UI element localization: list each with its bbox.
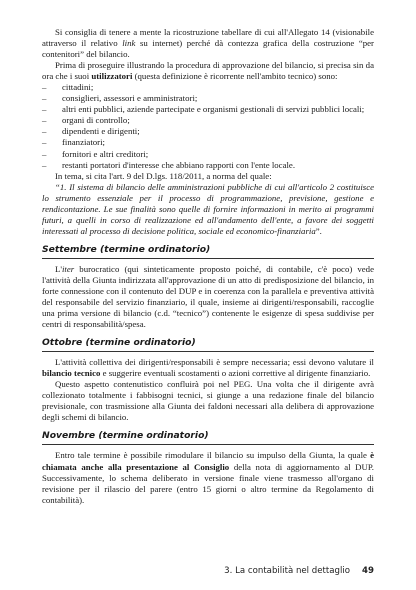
novembre-paragraph xyxy=(42,450,374,505)
list-item: – finanziatori; xyxy=(42,137,374,148)
text-run: e suggerire eventuali scostamenti o azioni correttive al dirigente finanziario. xyxy=(100,368,371,379)
italic-term: iter xyxy=(61,263,75,274)
italic-term: link xyxy=(122,38,136,49)
legal-quote xyxy=(42,182,374,237)
quote-text: “1. Il sistema di bilancio delle amministrazioni pubbliche di cui all'articolo 2 costituisce lo strumento essenziale per il processo di programmazione, previsione, gestione e rendicontazione. Le sue finalità sono quelle di fornire informazioni in merito ai programmi futuri, a quelli in corso di realizzazione ed all'andamento dell'ente, a favore dei soggetti interessati al processo di decisione politica, sociale ed economico-finanziaria xyxy=(42,181,374,236)
list-item: – altri enti pubblici, aziende partecipate e organismi gestionali di servizi pubblici locali; xyxy=(42,104,374,115)
bold-term: bilancio tecnico xyxy=(42,368,101,379)
list-item: – dipendenti e dirigenti; xyxy=(42,126,374,137)
section-heading-settembre: Settembre (termine ordinatorio) xyxy=(42,244,374,259)
bold-term: utilizzatori xyxy=(91,71,133,82)
text-run: Si consiglia di tenere a mente la ricostruzione tabellare di cui all'Allegato 14 (visionabile attraverso il relativo xyxy=(42,27,374,49)
citation-paragraph: In tema, si cita l'art. 9 del D.lgs. 118/2011, a norma del quale: xyxy=(55,170,272,181)
section-heading-novembre: Novembre (termine ordinatorio) xyxy=(42,430,374,445)
list-item: – organi di controllo; xyxy=(42,115,374,126)
list-item: – consiglieri, assessori e amministratori; xyxy=(42,93,374,104)
list-item: – cittadini; xyxy=(42,82,374,93)
text-run: Entro tale termine è possibile rimodulare il bilancio su impulso della Giunta, la quale xyxy=(55,450,371,461)
chapter-title: 3. La contabilità nel dettaglio xyxy=(224,566,351,576)
text-run: L' xyxy=(55,263,62,274)
users-intro-paragraph xyxy=(42,60,374,82)
intro-paragraph xyxy=(42,27,374,60)
list-item: – restanti portatori d'interesse che abbiano rapporti con l'ente locale. xyxy=(42,160,374,171)
page-body xyxy=(42,27,374,506)
text-run: su internet) perché dà contezza grafica della costruzione “per contenitori” del bilancio. xyxy=(42,38,374,60)
text-run: della nota di aggiornamento al DUP. Successivamente, lo schema deliberato in versione finale viene trasmesso all'organo di revisione per il rilascio del parere (entro 15 giorni o altro termine da Regolamento di contabilità). xyxy=(42,461,374,505)
section-heading-ottobre: Ottobre (termine ordinatorio) xyxy=(42,337,374,352)
quote-close: ”. xyxy=(315,225,322,236)
text-run: burocratico (qui sinteticamente proposto poiché, di contabile, c'è poco) vede l'attività della Giunta indirizzata all'approvazione di un atto di predisposizione del bilancio, in forte connessione con il contenuto del DUP e in coerenza con la parallela e preventiva attività del responsabile del servizio finanziario, il quale, insieme ai dirigenti/responsabili, raccoglie una prima versione di bilancio (c.d. “tecnico”) contenente le esigenze di spesa suddivise per centri di responsabilità/spesa. xyxy=(42,263,374,330)
page-footer xyxy=(224,566,374,576)
settembre-paragraph xyxy=(42,264,374,330)
page-number: 49 xyxy=(362,566,374,576)
bold-term: è chiamata anche alla presentazione al Consiglio xyxy=(42,450,374,472)
text-run: (questa definizione è ricorrente nell'ambito tecnico) sono: xyxy=(132,71,338,82)
ottobre-paragraph-2: Questo aspetto contenutistico confluirà poi nel PEG. Una volta che il dirigente avrà collezionato totalmente i fabbisogni tecnici, si giunge a una redazione finale del bilancio previsionale, con trasmissione alla Giunta dei faldoni necessari alla delibera di approvazione degli schemi di bilancio. xyxy=(42,379,374,423)
text-run: L'attività collettiva dei dirigenti/responsabili è sempre necessaria; essi devono valutare il xyxy=(55,357,374,368)
text-run: Prima di proseguire illustrando la procedura di approvazione del bilancio, si precisa sin da ora che i suoi xyxy=(42,60,374,82)
users-list xyxy=(42,82,374,170)
ottobre-paragraph-1 xyxy=(42,357,374,379)
list-item: – fornitori e altri creditori; xyxy=(42,149,374,160)
